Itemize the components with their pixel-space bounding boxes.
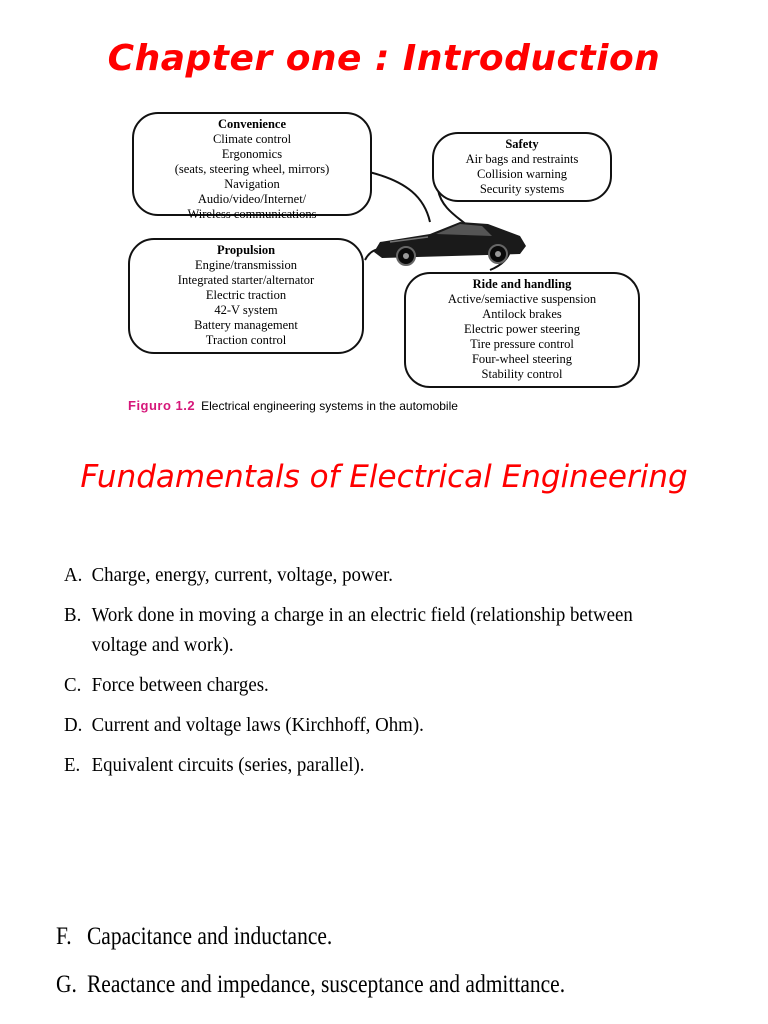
list-item — [56, 920, 649, 954]
propulsion-box — [128, 238, 364, 354]
list-item-text: Force between charges. — [91, 674, 269, 696]
sports-car-icon — [370, 212, 530, 272]
safety-item: Air bags and restraints — [465, 152, 579, 166]
list-item — [56, 968, 649, 1002]
ride-item: Stability control — [481, 367, 563, 381]
topics-list — [64, 560, 744, 790]
ride-item: Antilock brakes — [482, 307, 562, 321]
convenience-box — [132, 112, 372, 221]
list-item-text: Reactance and impedance, susceptance and admittance. — [86, 971, 566, 998]
figure-caption-text: Electrical engineering systems in the automobile — [201, 399, 458, 413]
list-item-letter: G. — [56, 971, 77, 998]
convenience-item: Wireless communications — [187, 207, 317, 221]
safety-heading: Safety — [505, 137, 539, 151]
convenience-heading: Convenience — [217, 117, 287, 131]
ride-handling-box — [404, 272, 640, 388]
convenience-item: Ergonomics — [221, 147, 283, 161]
convenience-item: Navigation — [224, 177, 280, 191]
list-item-letter: E. — [64, 754, 81, 776]
topics-list-continued — [56, 920, 746, 1016]
propulsion-item: 42-V system — [214, 303, 278, 317]
page-title: Chapter one : Introduction — [107, 38, 661, 79]
list-item-text: Charge, energy, current, voltage, power. — [91, 564, 393, 586]
list-item-letter: A. — [64, 564, 83, 586]
automobile-systems-figure — [120, 100, 650, 430]
propulsion-item: Integrated starter/alternator — [177, 273, 315, 287]
list-item-text: Current and voltage laws (Kirchhoff, Ohm). — [91, 714, 424, 736]
convenience-item: (seats, steering wheel, mirrors) — [174, 162, 330, 176]
list-item-letter: C. — [64, 674, 82, 696]
list-item — [64, 670, 690, 700]
list-item — [64, 710, 690, 740]
convenience-item: Climate control — [212, 132, 292, 146]
ride-item: Four-wheel steering — [471, 352, 573, 366]
propulsion-heading: Propulsion — [216, 243, 276, 257]
safety-item: Security systems — [479, 182, 565, 196]
ride-heading: Ride and handling — [472, 277, 572, 291]
list-item — [64, 750, 690, 780]
list-item-letter: F. — [56, 923, 72, 950]
list-item — [64, 600, 690, 660]
propulsion-item: Electric traction — [205, 288, 287, 302]
convenience-item: Audio/video/Internet/ — [197, 192, 307, 206]
list-item-text: Capacitance and inductance. — [86, 923, 333, 950]
section-subtitle: Fundamentals of Electrical Engineering — [80, 459, 688, 495]
safety-item: Collision warning — [477, 167, 567, 181]
ride-item: Active/semiactive suspension — [447, 292, 597, 306]
propulsion-item: Engine/transmission — [194, 258, 298, 272]
list-item — [64, 560, 690, 590]
propulsion-item: Traction control — [205, 333, 287, 347]
list-item-letter: B. — [64, 604, 82, 626]
ride-item: Electric power steering — [464, 322, 580, 336]
list-item-letter: D. — [64, 714, 83, 736]
ride-item: Tire pressure control — [470, 337, 574, 351]
list-item-text: Work done in moving a charge in an electric field (relationship between voltage and work). — [91, 604, 633, 656]
safety-box — [432, 132, 612, 202]
figure-caption — [128, 398, 458, 413]
propulsion-item: Battery management — [194, 318, 298, 332]
figure-caption-label: Figuro 1.2 — [128, 398, 196, 413]
list-item-text: Equivalent circuits (series, parallel). — [91, 754, 365, 776]
